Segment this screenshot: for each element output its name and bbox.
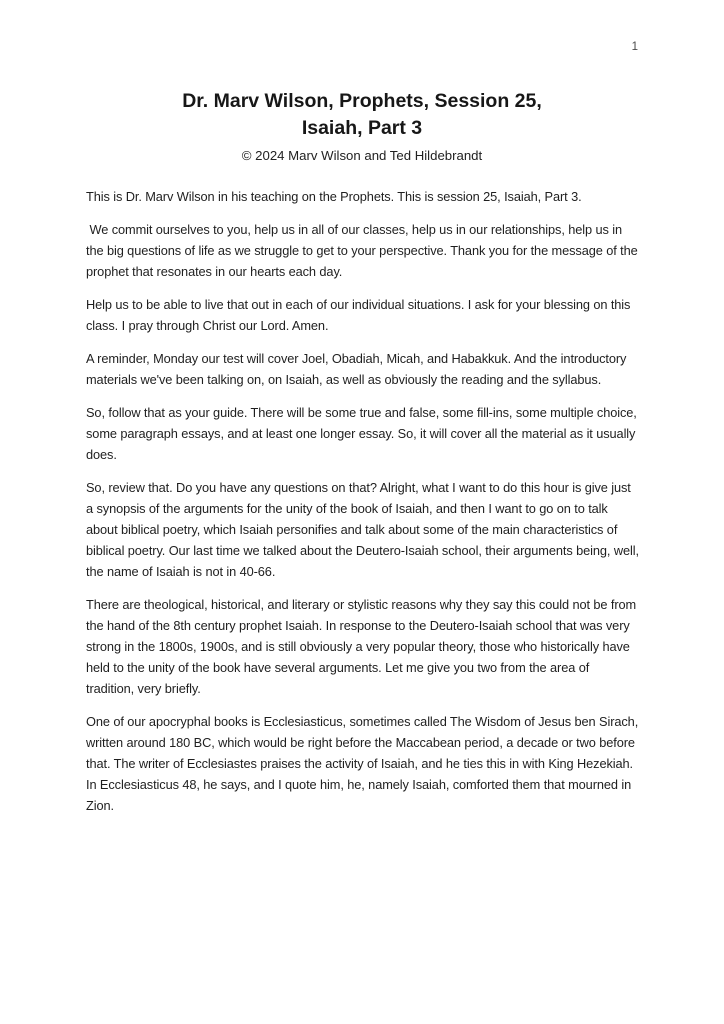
paragraph: So, follow that as your guide. There will be some true and false, some fill-ins, some multiple choice, some paragraph essays, and at least one longer essay. So, it will cover all the material as it usually does.	[86, 405, 641, 462]
page-number: 1	[631, 41, 638, 53]
paragraph: There are theological, historical, and literary or stylistic reasons why they say this could not be from the hand of the 8th century prophet Isaiah. In response to the Deutero-Isaiah school that was very strong in the 1800s, 1900s, and is still obviously a very popular theory, those who historically have held to the unity of the book have several arguments. Let me give you two from the area of tradition, very briefly.	[86, 597, 640, 696]
title-line-2: Isaiah, Part 3	[301, 117, 423, 139]
body-paragraphs	[86, 186, 643, 828]
title-line-1: Dr. Marv Wilson, Prophets, Session 25,	[182, 90, 542, 112]
paragraph: One of our apocryphal books is Ecclesiasticus, sometimes called The Wisdom of Jesus ben Sirach, written around 180 BC, which would be right before the Maccabean period, a decade or two before that. The writer of Ecclesiastes praises the activity of Isaiah, and he ties this in with King Hezekiah. In Ecclesiasticus 48, he says, and I quote him, he, namely Isaiah, comforted them that mourned in Zion.	[86, 714, 642, 813]
paragraph: We commit ourselves to you, help us in all of our classes, help us in our relationships, help us in the big questions of life as we struggle to get to your perspective. Thank you for the message of the prophet that resonates in our hearts each day.	[86, 222, 642, 279]
document-title	[0, 88, 724, 142]
paragraph: So, review that. Do you have any questions on that? Alright, what I want to do this hour is give just a synopsis of the arguments for the unity of the book of Isaiah, and then I want to go on to talk about biblical poetry, which Isaiah personifies and talk about some of the main characteristics of biblical poetry. Our last time we talked about the Deutero-Isaiah school, their arguments being, well, the name of Isaiah is not in 40-66.	[86, 480, 643, 579]
copyright-line: © 2024 Marv Wilson and Ted Hildebrandt	[241, 148, 483, 163]
paragraph: Help us to be able to live that out in each of our individual situations. I ask for your blessing on this class. I pray through Christ our Lord. Amen.	[86, 297, 634, 333]
paragraph: A reminder, Monday our test will cover Joel, Obadiah, Micah, and Habakkuk. And the introductory materials we've been talking on, on Isaiah, as well as obviously the reading and the syllabus.	[86, 351, 630, 387]
paragraph: This is Dr. Marv Wilson in his teaching on the Prophets. This is session 25, Isaiah, Part 3.	[86, 189, 582, 204]
